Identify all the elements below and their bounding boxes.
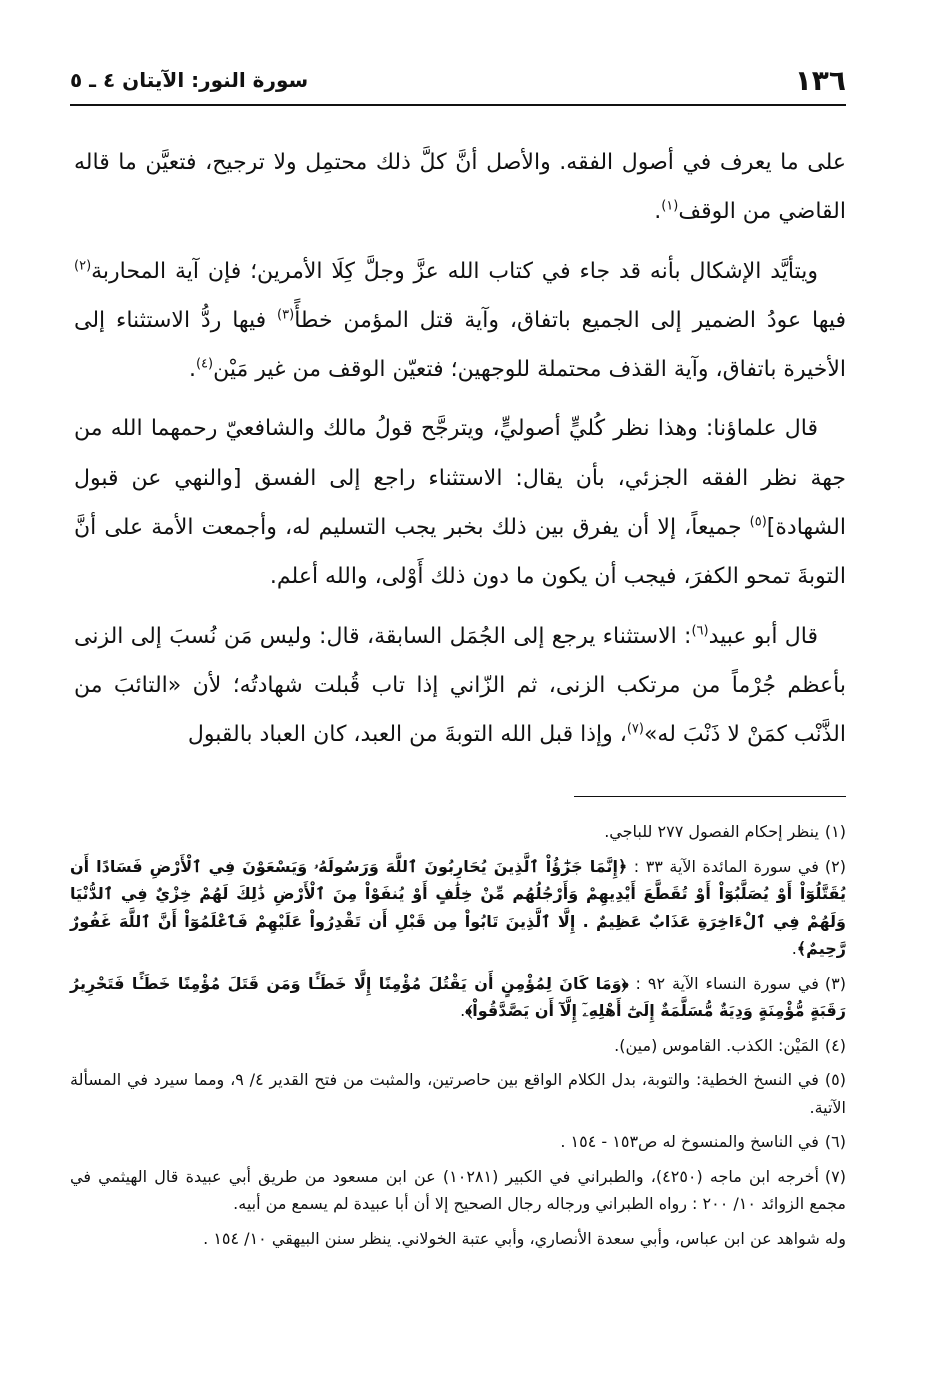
footnote-5: (٥)في النسخ الخطية: والتوبة، بدل الكلام الواقع بين حاصرتين، والمثبت من فتح القدير ٤/ ٩، ومما سيرد في المسألة الآتية. — [70, 1070, 846, 1117]
footnote-ref-5[interactable]: (٥) — [749, 514, 767, 530]
footnote-7: (٧)أخرجه ابن ماجه (٤٢٥٠)، والطبراني في الكبير (١٠٢٨١) عن ابن مسعود من طريق أبي عبيدة قال الهيثمي في مجمع الزوائد ١٠/ ٢٠٠ : رواه الطبراني ورجاله رجال الصحيح إلا أن أبا عبيدة لم يسمع من أبيه. — [70, 1166, 846, 1213]
footnote-3: (٣)في سورة النساء الآية ٩٢ : ﴿وَمَا كَانَ لِمُؤْمِنٍ أَن يَقْتُلَ مُؤْمِنًا إِلَّا خَطَـًٔا وَمَن قَتَلَ مُؤْمِنًا خَطَـًٔا فَتَحْرِيرُ رَقَبَةٍ مُّؤْمِنَةٍ وَدِيَةٌ مُّسَلَّمَةٌ إِلَىٰٓ أَهْلِهِۦٓ إِلَّآ أَن يَصَّدَّقُواْ﴾. — [70, 973, 847, 1020]
footnote-ref-2[interactable]: (٢) — [74, 258, 92, 274]
paragraph-2: ويتأيَّد الإشكال بأنه قد جاء في كتاب الله عزَّ وجلَّ كِلَا الأمرين؛ فإن آية المحاربة$^{(٢)}$ فيها عودُ الضمير إلى الجميع باتفاق، وآية قتل المؤمن خطأً$^{(٣)}$ فيها ردُّ الاستثناء إلى الأخيرة باتفاق، وآية القذف محتملة للوجهين؛ فتعيّن الوقف من غير مَيْن$^{(٤)}$. — [74, 258, 846, 383]
paragraph-4: قال أبو عبيد$^{(٦)}$: الاستثناء يرجع إلى الجُمَل السابقة، قال: وليس مَن نُسبَ إلى الزنى بأعظم جُرْماً من مرتكب الزنى، ثم الزّاني إذا تاب قُبلت شهادتُه؛ لأن «التائبَ من الذَّنْب كمَنْ لا ذَنْبَ له»$^{(٧)}$، وإذا قبل الله التوبةَ من العبد، كان العباد بالقبول — [74, 623, 846, 748]
footnote-separator — [574, 796, 846, 797]
running-title: سورة النور: الآيتان ٤ ـ ٥ — [70, 68, 309, 92]
footnote-ref-7[interactable]: (٧) — [626, 721, 644, 737]
paragraph-1: على ما يعرف في أصول الفقه. والأصل أنَّ كلَّ ذلك محتمِل ولا ترجيح، فتعيَّن ما قاله القاضي من الوقف$^{(١)}$. — [74, 150, 846, 225]
quran-verse: ﴿إِنَّمَا جَزَٰٓؤُاْ ٱلَّذِينَ يُحَارِبُونَ ٱللَّهَ وَرَسُولَهُۥ وَيَسْعَوْنَ فِي ٱلْأَرْضِ فَسَادًا أَن يُقَتَّلُوٓاْ أَوْ يُصَلَّبُوٓاْ أَوْ تُقَطَّعَ أَيْدِيهِمْ وَأَرْجُلُهُم مِّنْ خِلَٰفٍ أَوْ يُنفَوْاْ مِنَ ٱلْأَرْضِ ذَٰلِكَ لَهُمْ خِزْيٌ فِي ٱلدُّنْيَا وَلَهُمْ فِي ٱلْءَاخِرَةِ عَذَابٌ عَظِيمٌ . إِلَّا ٱلَّذِينَ تَابُواْ مِن قَبْلِ أَن تَقْدِرُواْ عَلَيْهِمْ فَٱعْلَمُوٓاْ أَنَّ ٱللَّهَ غَفُورٌ رَّحِيمٌ﴾ — [70, 856, 846, 958]
footnote-6: (٦)في الناسخ والمنسوخ له ص١٥٣ - ١٥٤ . — [560, 1132, 846, 1151]
footnote-ref-6[interactable]: (٦) — [691, 623, 709, 639]
footnote-2: (٢)في سورة المائدة الآية ٣٣ : ﴿إِنَّمَا جَزَٰٓؤُاْ ٱلَّذِينَ يُحَارِبُونَ ٱللَّهَ وَرَسُولَهُۥ وَيَسْعَوْنَ فِي ٱلْأَرْضِ فَسَادًا أَن يُقَتَّلُوٓاْ أَوْ يُصَلَّبُوٓاْ أَوْ تُقَطَّعَ أَيْدِيهِمْ وَأَرْجُلُهُم مِّنْ خِلَٰفٍ أَوْ يُنفَوْاْ مِنَ ٱلْأَرْضِ ذَٰلِكَ لَهُمْ خِزْيٌ فِي ٱلدُّنْيَا وَلَهُمْ فِي ٱلْءَاخِرَةِ عَذَابٌ عَظِيمٌ . إِلَّا ٱلَّذِينَ تَابُواْ مِن قَبْلِ أَن تَقْدِرُواْ عَلَيْهِمْ فَٱعْلَمُوٓاْ أَنَّ ٱللَّهَ غَفُورٌ رَّحِيمٌ﴾. — [70, 856, 846, 958]
footnote-ref-3[interactable]: (٣) — [277, 307, 295, 323]
footnote-1: (١)ينظر إحكام الفصول ٢٧٧ للباجي. — [604, 822, 846, 841]
footnote-7-continuation: وله شواهد عن ابن عباس، وأبي سعدة الأنصاري، وأبي عتبة الخولاني. ينظر سنن البيهقي ١٠/ ١٥٤ . — [203, 1228, 846, 1248]
page-header — [70, 62, 846, 102]
footnote-ref-4[interactable]: (٤) — [195, 356, 214, 372]
footnote-ref-1[interactable]: (١) — [661, 198, 679, 214]
page-number: ١٣٦ — [794, 64, 846, 97]
footnotes — [70, 818, 846, 1259]
footnote-4: (٤)المَيْن: الكذب. القاموس (مين). — [614, 1035, 846, 1055]
main-text — [74, 138, 846, 770]
quran-verse: ﴿وَمَا كَانَ لِمُؤْمِنٍ أَن يَقْتُلَ مُؤْمِنًا إِلَّا خَطَـًٔا وَمَن قَتَلَ مُؤْمِنًا خَطَـًٔا فَتَحْرِيرُ رَقَبَةٍ مُّؤْمِنَةٍ وَدِيَةٌ مُّسَلَّمَةٌ إِلَىٰٓ أَهْلِهِۦٓ إِلَّآ أَن يَصَّدَّقُواْ﴾ — [70, 973, 846, 1020]
paragraph-3: قال علماؤنا: وهذا نظر كُليٍّ أصوليٍّ، ويترجَّح قولُ مالك والشافعيّ رحمهما الله من جهة نظر الفقه الجزئي، بأن يقال: الاستثناء راجع إلى الفسق [والنهي عن قبول الشهادة]$^{(٥)}$ جميعاً، إلا أن يفرق بين ذلك بخبر يجب التسليم له، وأجمعت الأمة على أنَّ التوبةَ تمحو الكفرَ، فيجب أن يكون ما دون ذلك أَوْلى، والله أعلم. — [74, 416, 846, 590]
header-divider — [70, 104, 846, 106]
